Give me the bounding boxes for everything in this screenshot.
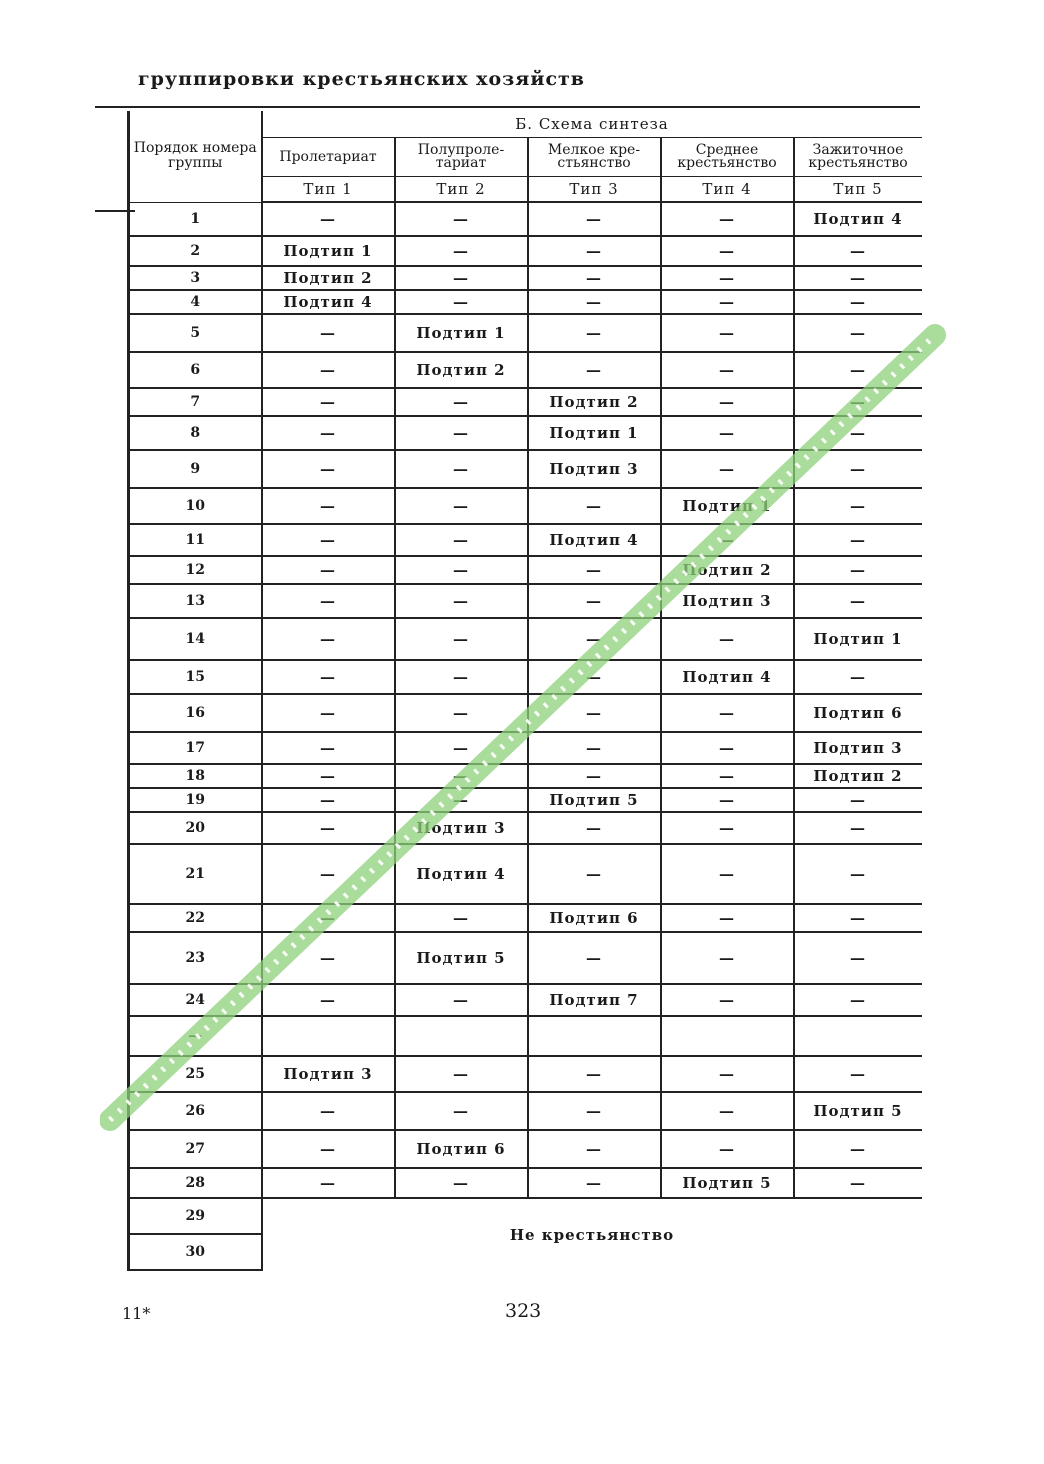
scheme-title: Б. Схема синтеза xyxy=(262,111,922,138)
empty-dash-cell: — xyxy=(395,1056,528,1092)
empty-dash-cell: — xyxy=(661,352,794,388)
subtype-cell: Подтип 4 xyxy=(794,202,922,236)
group-number: 9 xyxy=(129,450,262,488)
group-number: 4 xyxy=(129,290,262,314)
empty-dash-cell: — xyxy=(395,450,528,488)
table-row xyxy=(129,732,922,764)
empty-dash-cell: — xyxy=(661,618,794,660)
group-number: 15 xyxy=(129,660,262,694)
empty-dash-cell: — xyxy=(794,416,922,450)
subtype-cell: Подтип 6 xyxy=(794,694,922,732)
empty-dash-cell: — xyxy=(661,416,794,450)
empty-dash-cell: — xyxy=(528,236,661,266)
empty-dash-cell: — xyxy=(528,584,661,618)
table-row xyxy=(129,1092,922,1130)
empty-dash-cell: — xyxy=(794,488,922,524)
group-number: 19 xyxy=(129,788,262,812)
empty-dash-cell: — xyxy=(528,812,661,844)
empty-dash-cell: — xyxy=(395,732,528,764)
signature-mark: 11* xyxy=(122,1304,151,1323)
table-row xyxy=(129,450,922,488)
column-type-header: Тип 4 xyxy=(661,177,794,203)
group-number: 29 xyxy=(129,1198,262,1234)
column-type-header: Тип 2 xyxy=(395,177,528,203)
table-row xyxy=(129,904,922,932)
empty-dash-cell: — xyxy=(661,904,794,932)
table-row xyxy=(129,618,922,660)
subtype-cell: Подтип 2 xyxy=(661,556,794,584)
empty-dash-cell: — xyxy=(395,984,528,1016)
empty-dash-cell: — xyxy=(262,488,395,524)
empty-dash-cell: — xyxy=(661,314,794,352)
empty-dash-cell: — xyxy=(794,1056,922,1092)
subtype-cell xyxy=(395,1016,528,1056)
subtype-cell: Подтип 2 xyxy=(262,266,395,290)
subtype-cell: Подтип 6 xyxy=(528,904,661,932)
subtype-cell: Подтип 5 xyxy=(395,932,528,984)
group-number: 18 xyxy=(129,764,262,788)
group-number: 14 xyxy=(129,618,262,660)
empty-dash-cell: — xyxy=(661,732,794,764)
empty-dash-cell: — xyxy=(528,290,661,314)
table-row xyxy=(129,388,922,416)
empty-dash-cell: — xyxy=(528,618,661,660)
table-row xyxy=(129,314,922,352)
empty-dash-cell: — xyxy=(794,314,922,352)
empty-dash-cell: — xyxy=(262,732,395,764)
table-row xyxy=(129,764,922,788)
subtype-cell: Подтип 4 xyxy=(262,290,395,314)
empty-dash-cell: — xyxy=(528,202,661,236)
empty-dash-cell: — xyxy=(794,660,922,694)
empty-dash-cell: — xyxy=(794,788,922,812)
subtype-cell: Подтип 1 xyxy=(395,314,528,352)
empty-dash-cell: — xyxy=(794,1130,922,1168)
empty-dash-cell: — xyxy=(395,266,528,290)
empty-dash-cell: — xyxy=(528,556,661,584)
table-row xyxy=(129,660,922,694)
table-row xyxy=(129,1168,922,1198)
empty-dash-cell: — xyxy=(528,1092,661,1130)
empty-dash-cell: — xyxy=(528,1130,661,1168)
empty-dash-cell: — xyxy=(661,694,794,732)
subtype-cell xyxy=(794,1016,922,1056)
group-number: 6 xyxy=(129,352,262,388)
empty-dash-cell: — xyxy=(661,1056,794,1092)
subtype-cell: Подтип 2 xyxy=(794,764,922,788)
empty-dash-cell: — xyxy=(528,488,661,524)
page-heading: группировки крестьянских хозяйств xyxy=(138,68,585,90)
subtype-cell: Подтип 5 xyxy=(528,788,661,812)
table-row xyxy=(129,1016,922,1056)
column-name-header: Мелкое кре-стьянство xyxy=(528,138,661,177)
subtype-cell: Подтип 1 xyxy=(262,236,395,266)
subtype-cell: Подтип 2 xyxy=(395,352,528,388)
empty-dash-cell: — xyxy=(528,266,661,290)
table-row xyxy=(129,290,922,314)
empty-dash-cell: — xyxy=(395,202,528,236)
empty-dash-cell: — xyxy=(262,450,395,488)
subtype-cell: Подтип 6 xyxy=(395,1130,528,1168)
group-number: 8 xyxy=(129,416,262,450)
table-body xyxy=(129,202,922,1270)
empty-dash-cell: — xyxy=(528,352,661,388)
non-peasantry-cell: Не крестьянство xyxy=(509,1225,675,1244)
group-number: — xyxy=(129,1016,262,1056)
empty-dash-cell: — xyxy=(661,788,794,812)
empty-dash-cell: — xyxy=(528,694,661,732)
empty-dash-cell: — xyxy=(661,266,794,290)
table-row xyxy=(129,812,922,844)
group-number: 5 xyxy=(129,314,262,352)
column-name-header: Среднее крестьянство xyxy=(661,138,794,177)
group-number: 22 xyxy=(129,904,262,932)
empty-dash-cell: — xyxy=(661,844,794,904)
subtype-cell xyxy=(528,1016,661,1056)
order-header: Порядок номера группы xyxy=(129,111,262,202)
subtype-cell: Подтип 4 xyxy=(395,844,528,904)
table-row xyxy=(129,416,922,450)
empty-dash-cell: — xyxy=(661,236,794,266)
empty-dash-cell: — xyxy=(262,844,395,904)
empty-dash-cell: — xyxy=(262,556,395,584)
empty-dash-cell: — xyxy=(395,904,528,932)
empty-dash-cell: — xyxy=(395,694,528,732)
empty-dash-cell: — xyxy=(262,1130,395,1168)
subtype-cell: Подтип 1 xyxy=(661,488,794,524)
empty-dash-cell: — xyxy=(661,202,794,236)
empty-dash-cell: — xyxy=(262,388,395,416)
table-row xyxy=(129,694,922,732)
empty-dash-cell: — xyxy=(528,1168,661,1198)
empty-dash-cell: — xyxy=(661,388,794,416)
empty-dash-cell: — xyxy=(661,764,794,788)
empty-dash-cell: — xyxy=(262,764,395,788)
empty-dash-cell: — xyxy=(794,812,922,844)
subtype-cell: Подтип 3 xyxy=(528,450,661,488)
empty-dash-cell: — xyxy=(794,236,922,266)
empty-dash-cell: — xyxy=(262,618,395,660)
page-number: 323 xyxy=(505,1300,542,1322)
empty-dash-cell: — xyxy=(794,352,922,388)
empty-dash-cell: — xyxy=(262,984,395,1016)
column-type-header: Тип 1 xyxy=(262,177,395,203)
empty-dash-cell: — xyxy=(794,524,922,556)
column-name-header: Полупроле-тариат xyxy=(395,138,528,177)
empty-dash-cell: — xyxy=(395,416,528,450)
empty-dash-cell: — xyxy=(262,314,395,352)
top-rule xyxy=(95,106,920,108)
empty-dash-cell: — xyxy=(395,236,528,266)
empty-dash-cell: — xyxy=(794,290,922,314)
group-number: 20 xyxy=(129,812,262,844)
empty-dash-cell: — xyxy=(794,450,922,488)
empty-dash-cell: — xyxy=(661,1130,794,1168)
group-number: 16 xyxy=(129,694,262,732)
table-row xyxy=(129,844,922,904)
empty-dash-cell: — xyxy=(262,416,395,450)
subtype-cell xyxy=(661,1016,794,1056)
empty-dash-cell: — xyxy=(262,524,395,556)
empty-dash-cell: — xyxy=(262,660,395,694)
table-row xyxy=(129,1198,922,1234)
empty-dash-cell: — xyxy=(661,812,794,844)
empty-dash-cell: — xyxy=(661,524,794,556)
group-number: 17 xyxy=(129,732,262,764)
subtype-cell: Подтип 3 xyxy=(794,732,922,764)
empty-dash-cell: — xyxy=(262,932,395,984)
group-number: 1 xyxy=(129,202,262,236)
empty-dash-cell: — xyxy=(528,932,661,984)
empty-dash-cell: — xyxy=(395,788,528,812)
group-number: 27 xyxy=(129,1130,262,1168)
empty-dash-cell: — xyxy=(262,904,395,932)
column-type-header: Тип 3 xyxy=(528,177,661,203)
synthesis-table xyxy=(127,111,922,1271)
empty-dash-cell: — xyxy=(262,694,395,732)
subtype-cell: Подтип 4 xyxy=(661,660,794,694)
table-row xyxy=(129,932,922,984)
empty-dash-cell: — xyxy=(395,1092,528,1130)
table-row xyxy=(129,488,922,524)
empty-dash-cell: — xyxy=(661,450,794,488)
group-number: 11 xyxy=(129,524,262,556)
subtype-cell: Подтип 7 xyxy=(528,984,661,1016)
empty-dash-cell: — xyxy=(528,844,661,904)
empty-dash-cell: — xyxy=(395,1168,528,1198)
empty-dash-cell: — xyxy=(262,584,395,618)
table-row xyxy=(129,556,922,584)
table-row xyxy=(129,202,922,236)
empty-dash-cell: — xyxy=(794,584,922,618)
group-number: 26 xyxy=(129,1092,262,1130)
group-number: 7 xyxy=(129,388,262,416)
table-row xyxy=(129,352,922,388)
empty-dash-cell: — xyxy=(661,984,794,1016)
empty-dash-cell: — xyxy=(661,290,794,314)
table-row xyxy=(129,266,922,290)
empty-dash-cell: — xyxy=(794,984,922,1016)
empty-dash-cell: — xyxy=(395,388,528,416)
empty-dash-cell: — xyxy=(262,202,395,236)
empty-dash-cell: — xyxy=(794,1168,922,1198)
subtype-cell: Подтип 1 xyxy=(528,416,661,450)
subtype-cell: Подтип 2 xyxy=(528,388,661,416)
empty-dash-cell: — xyxy=(395,584,528,618)
empty-dash-cell: — xyxy=(661,932,794,984)
table-row xyxy=(129,788,922,812)
empty-dash-cell: — xyxy=(794,556,922,584)
group-number: 30 xyxy=(129,1234,262,1270)
empty-dash-cell: — xyxy=(395,618,528,660)
table-row xyxy=(129,1130,922,1168)
group-number: 2 xyxy=(129,236,262,266)
subtype-cell: Подтип 5 xyxy=(661,1168,794,1198)
empty-dash-cell: — xyxy=(395,556,528,584)
column-type-header: Тип 5 xyxy=(794,177,922,203)
group-number: 12 xyxy=(129,556,262,584)
column-name-header: Зажиточное крестьянство xyxy=(794,138,922,177)
subtype-cell: Подтип 4 xyxy=(528,524,661,556)
empty-dash-cell: — xyxy=(395,290,528,314)
group-number: 25 xyxy=(129,1056,262,1092)
subtype-cell: Подтип 3 xyxy=(661,584,794,618)
group-number: 10 xyxy=(129,488,262,524)
table-row xyxy=(129,236,922,266)
subtype-cell: Подтип 1 xyxy=(794,618,922,660)
empty-dash-cell: — xyxy=(794,388,922,416)
group-number: 3 xyxy=(129,266,262,290)
empty-dash-cell: — xyxy=(262,1092,395,1130)
table-row xyxy=(129,584,922,618)
group-number: 23 xyxy=(129,932,262,984)
empty-dash-cell: — xyxy=(794,266,922,290)
empty-dash-cell: — xyxy=(528,660,661,694)
table-row xyxy=(129,984,922,1016)
empty-dash-cell: — xyxy=(395,524,528,556)
empty-dash-cell: — xyxy=(528,764,661,788)
subtype-cell: Подтип 3 xyxy=(395,812,528,844)
empty-dash-cell: — xyxy=(528,732,661,764)
empty-dash-cell: — xyxy=(262,812,395,844)
empty-dash-cell: — xyxy=(794,932,922,984)
group-number: 28 xyxy=(129,1168,262,1198)
empty-dash-cell: — xyxy=(395,660,528,694)
empty-dash-cell: — xyxy=(528,314,661,352)
empty-dash-cell: — xyxy=(262,788,395,812)
table-row xyxy=(129,1056,922,1092)
empty-dash-cell: — xyxy=(395,764,528,788)
group-number: 24 xyxy=(129,984,262,1016)
group-number: 21 xyxy=(129,844,262,904)
empty-dash-cell: — xyxy=(262,1168,395,1198)
column-name-header: Пролетариат xyxy=(262,138,395,177)
empty-dash-cell: — xyxy=(794,904,922,932)
subtype-cell: Подтип 3 xyxy=(262,1056,395,1092)
empty-dash-cell: — xyxy=(794,844,922,904)
subtype-cell xyxy=(262,1016,395,1056)
empty-dash-cell: — xyxy=(262,352,395,388)
group-number: 13 xyxy=(129,584,262,618)
empty-dash-cell: — xyxy=(395,488,528,524)
table-row xyxy=(129,524,922,556)
empty-dash-cell: — xyxy=(661,1092,794,1130)
empty-dash-cell: — xyxy=(528,1056,661,1092)
subtype-cell: Подтип 5 xyxy=(794,1092,922,1130)
